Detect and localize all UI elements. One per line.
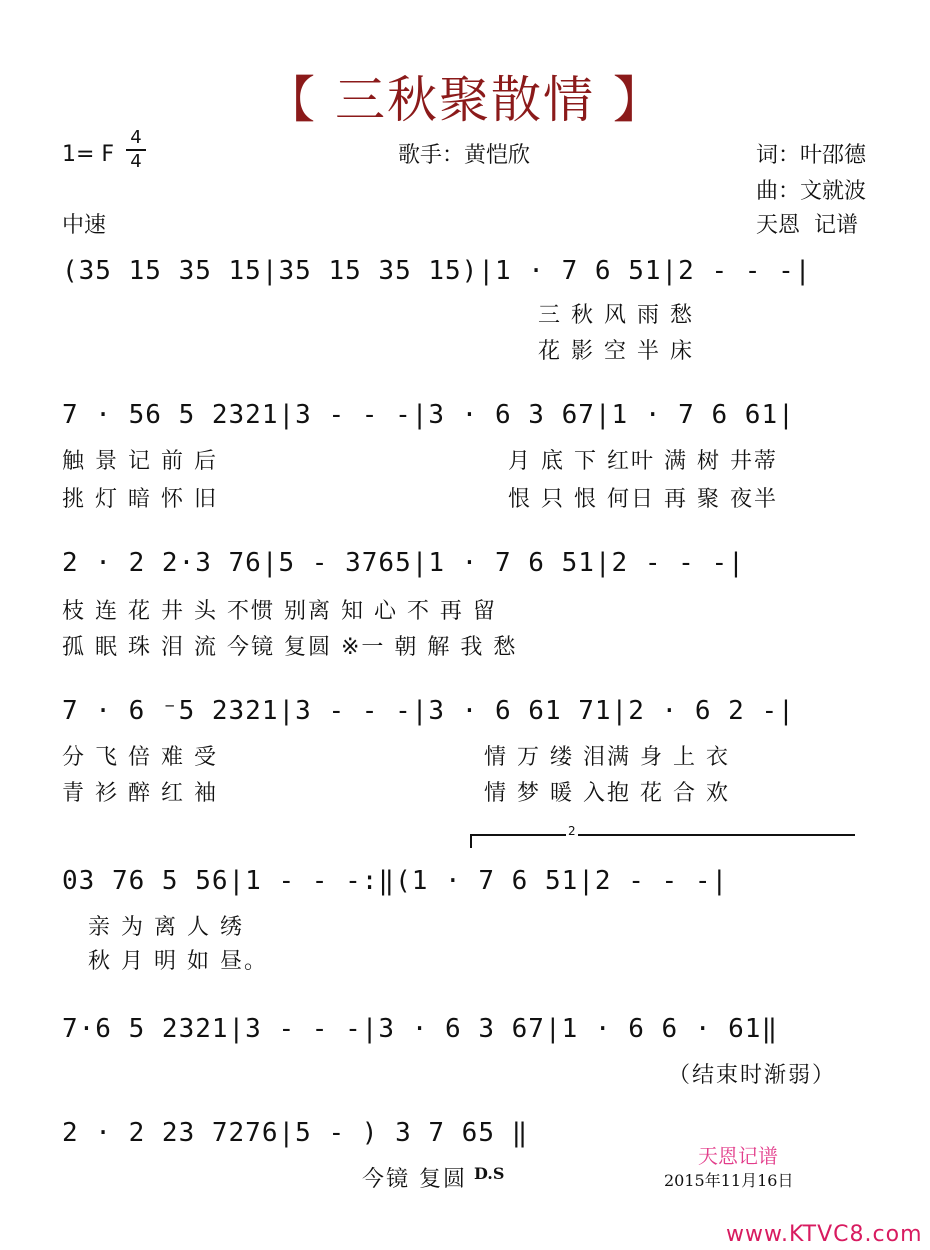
lyric-line-2-verse-1-b: 月 底 下 红叶 满 树 井蒂 <box>508 449 778 474</box>
singer-credit: 歌手：黄恺欣 <box>398 143 531 168</box>
lyric-line-2-verse-1-a: 触 景 记 前 后 <box>62 449 218 474</box>
lyric-line-1-verse-1: 三 秋 风 雨 愁 <box>538 303 694 328</box>
volta-bracket-line <box>470 834 855 836</box>
transcriber-credit: 天恩 记谱 <box>756 213 858 238</box>
composer-credit: 曲：文就波 <box>756 179 867 204</box>
score-line-7: 2 · 2 23 7276|5 - ) 3 7 65 ‖ <box>62 1118 529 1148</box>
lyric-line-4-verse-2-b: 情 梦 暖 入抱 花 合 欢 <box>484 781 730 806</box>
volta-number: 2 <box>568 824 576 838</box>
volta-bracket-start <box>470 834 472 848</box>
score-line-2: 7 · 56 5 2321|3 - - -|3 · 6 3 67|1 · 7 6 61| <box>62 400 795 430</box>
lyric-line-4-verse-2-a: 青 衫 醉 红 袖 <box>62 781 218 806</box>
score-line-3: 2 · 2 2·3 76|5 - 3765|1 · 7 6 51|2 - - -| <box>62 548 745 578</box>
lyricist-credit: 词：叶邵德 <box>756 143 867 168</box>
lyric-line-2-verse-2-a: 挑 灯 暗 怀 旧 <box>62 487 218 512</box>
score-line-5: 03 76 5 56|1 - - -:‖(1 · 7 6 51|2 - - -| <box>62 866 729 896</box>
lyric-line-3-verse-1: 枝 连 花 井 头 不惯 别离 知 心 不 再 留 <box>62 599 497 624</box>
key-signature: 1= F <box>62 142 115 167</box>
page-title: 【 三秋聚散情 】 <box>265 71 665 129</box>
lyric-line-2-verse-2-b: 恨 只 恨 何日 再 聚 夜半 <box>508 487 778 512</box>
lyric-line-4-verse-1-a: 分 飞 倍 难 受 <box>62 745 218 770</box>
lyric-line-3-verse-2: 孤 眠 珠 泪 流 今镜 复圆 ※一 朝 解 我 愁 <box>62 635 518 660</box>
time-bottom: 4 <box>130 151 142 172</box>
lyric-line-5-verse-1: 亲 为 离 人 绣 <box>88 915 244 940</box>
time-signature <box>126 128 146 172</box>
score-line-4: 7 · 6 ⁻5 2321|3 - - -|3 · 6 61 71|2 · 6 2 -| <box>62 696 795 726</box>
time-top: 4 <box>130 127 142 148</box>
score-line-6: 7·6 5 2321|3 - - -|3 · 6 3 67|1 · 6 6 · 61‖ <box>62 1014 779 1044</box>
transcriber-stamp: 天恩记谱 <box>698 1144 778 1168</box>
score-line-1: (35 15 35 15|35 15 35 15)|1 · 7 6 51|2 - - -| <box>62 256 812 286</box>
dal-segno-marking: D.S <box>474 1164 505 1183</box>
lyric-line-1-verse-2: 花 影 空 半 床 <box>538 339 694 364</box>
tempo-marking: 中速 <box>62 213 107 238</box>
lyric-line-5-verse-2: 秋 月 明 如 昼。 <box>88 949 268 974</box>
transcription-date: 2015年11月16日 <box>664 1171 794 1190</box>
lyric-line-7: 今镜 复圆 <box>362 1167 467 1192</box>
performance-note: （结束时渐弱） <box>668 1063 837 1088</box>
lyric-line-4-verse-1-b: 情 万 缕 泪满 身 上 衣 <box>484 745 730 770</box>
watermark-url: www.KTVC8.com <box>726 1222 923 1247</box>
